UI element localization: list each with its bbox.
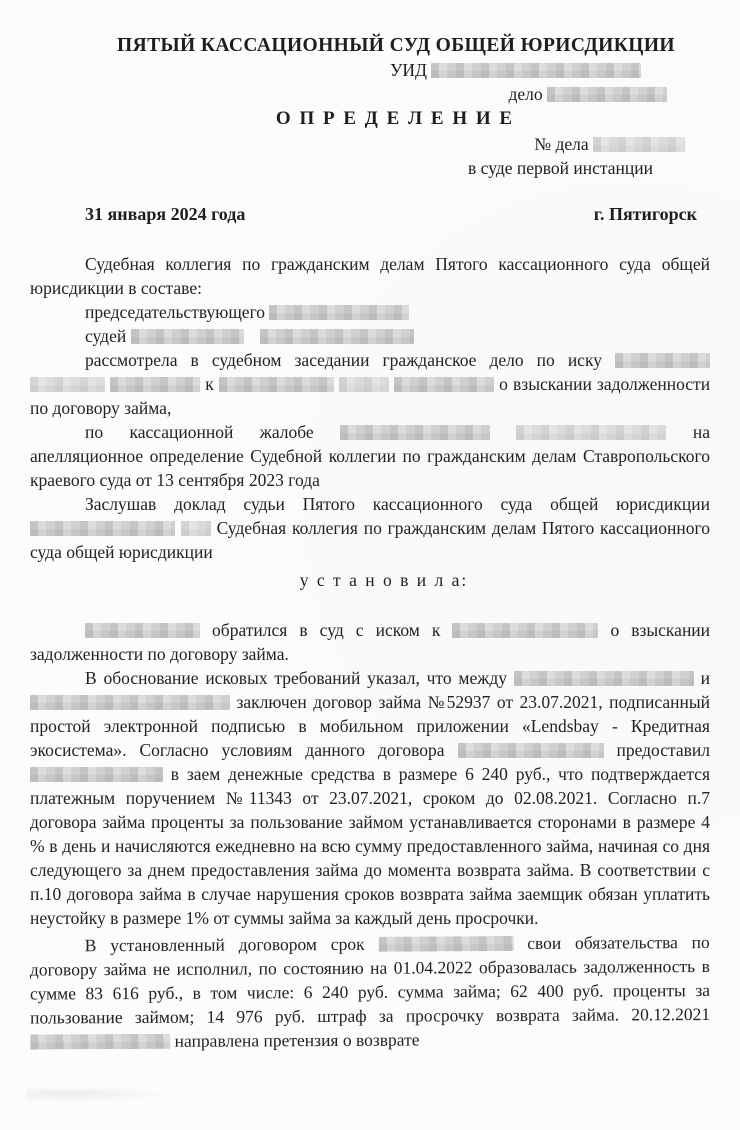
- redacted-borrower-name: [30, 767, 163, 782]
- judges-label: судей: [85, 326, 127, 346]
- first-instance-note: в суде первой инстанции: [468, 158, 653, 178]
- text-run: направлена претензия о возврате: [174, 1029, 420, 1051]
- text-run: Судебная коллегия по гражданским делам Пятого кассационного суда общей юрисдикции: [30, 518, 711, 562]
- redacted-appellant-name: [340, 425, 490, 440]
- redacted-lender-name: [458, 743, 604, 758]
- text-run: свои обязательства по договору займа не исполнил, по состоянию на 01.04.2022 образовалась задолженность в сумме 83 616 руб., в том числе: 6 240 руб. сумма займа; 62 400 руб. проценты за пользование займом; 14 976 руб. штраф за просрочку возврата займа. 20.12.2021: [29, 932, 711, 1028]
- decision-date: 31 января 2024 года: [85, 204, 246, 224]
- header-right-block-2: [30, 132, 710, 180]
- redacted-borrower-name: [30, 695, 230, 710]
- text-run: о взыскании задолженности по договору займа,: [30, 374, 711, 418]
- case-no-label: № дела: [534, 134, 589, 154]
- court-name-heading: ПЯТЫЙ КАССАЦИОННЫЙ СУД ОБЩЕЙ ЮРИСДИКЦИИ: [117, 35, 675, 56]
- presiding-label: председательствующего: [85, 302, 266, 322]
- text-run: В установленный договором срок: [84, 933, 365, 956]
- header-right-block: [30, 82, 710, 106]
- redacted-uid-value: [431, 63, 641, 78]
- redacted-judge-name: [131, 329, 244, 344]
- paragraph-default: [30, 930, 711, 1054]
- redacted-lender-name: [514, 671, 694, 686]
- paragraph-considered: [30, 348, 710, 420]
- redacted-plaintiff-name: [615, 353, 710, 368]
- paragraph-heard: [30, 492, 710, 564]
- redacted-judge-name: [30, 521, 175, 536]
- redacted-case-number: [547, 87, 667, 102]
- redacted-plaintiff-name: [110, 377, 200, 392]
- and-word: и: [700, 668, 711, 688]
- text-run: В обоснование исковых требований указал, что между: [85, 668, 508, 688]
- paragraph-presiding: [30, 300, 710, 324]
- uid-label: УИД: [390, 60, 427, 80]
- established-heading: у с т а н о в и л а:: [299, 570, 469, 590]
- redacted-judge-name: [260, 329, 414, 344]
- redacted-defendant-name: [219, 377, 334, 392]
- redacted-defendant-name: [452, 623, 598, 638]
- text-run: на апелляционное определение Судебной коллегии по гражданским делам Ставропольского краевого суда от 13 сентября 2023 года: [30, 422, 710, 490]
- vs-word: к: [205, 374, 214, 394]
- paragraph-composition: [30, 252, 710, 300]
- uid-line: [30, 58, 710, 82]
- case-no-line: [30, 132, 685, 156]
- redacted-borrower-name: [378, 936, 513, 952]
- case-label: дело: [508, 84, 543, 104]
- text-run: о взыскании задолженности по договору займа.: [30, 620, 711, 664]
- redacted-presiding-judge-name: [269, 305, 409, 320]
- text-run: в заем денежные средства в размере 6 240 руб., что подтверждается платежным поручением №11343 от 23.07.2021, сроком до 02.08.2021. Согласно п.7 договора займа проценты за пользование займом устанавливается сторонами в размере 4 % в день и начисляются ежедневно на всю сумму предоставленного займа, начиная со дня следующего за днем предоставления займа до момента возврата займа. В соответствии с п.10 договора займа в случае нарушения сроков возврата займа заемщик обязан уплатить неустойку в размере 1% от суммы займа за каждый день просрочки.: [30, 764, 710, 928]
- text-run: по кассационной жалобе: [85, 422, 314, 442]
- paragraph-suit: [30, 618, 710, 666]
- text-run: Заслушав доклад судьи Пятого кассационного суда общей юрисдикции: [85, 494, 710, 514]
- scan-smudge: [26, 1086, 176, 1102]
- paragraph-cassation: [30, 420, 710, 492]
- text-run: рассмотрела в судебном заседании гражданское дело по иску: [85, 350, 602, 370]
- date-city-row: [85, 202, 697, 226]
- redacted-plaintiff-name: [30, 377, 105, 392]
- paragraph-basis: [30, 666, 710, 930]
- redacted-first-instance-case-number: [593, 137, 685, 152]
- text-run: заключен договор займа №52937 от 23.07.2021, подписанный простой электронной подписью в мобильном приложении «Lendsbay - Кредитная экосистема». Согласно условиям данного договора: [30, 692, 710, 760]
- redacted-defendant-name: [339, 377, 389, 392]
- redacted-appellant-name: [516, 425, 666, 440]
- redacted-defendant-name: [394, 377, 494, 392]
- decision-city: г. Пятигорск: [593, 204, 697, 224]
- redacted-plaintiff-name: [85, 623, 200, 638]
- text-run: Судебная коллегия по гражданским делам Пятого кассационного суда общей юрисдикции в составе:: [30, 254, 710, 298]
- text-run: обратился в суд с иском к: [212, 620, 441, 640]
- document-title: О П Р Е Д Е Л Е Н И Е: [275, 108, 515, 129]
- paragraph-judges: [30, 324, 710, 348]
- provided-word: предоставил: [616, 740, 710, 760]
- redacted-judge-initials: [181, 521, 211, 536]
- case-line: [30, 82, 667, 106]
- redacted-borrower-name: [30, 1034, 170, 1050]
